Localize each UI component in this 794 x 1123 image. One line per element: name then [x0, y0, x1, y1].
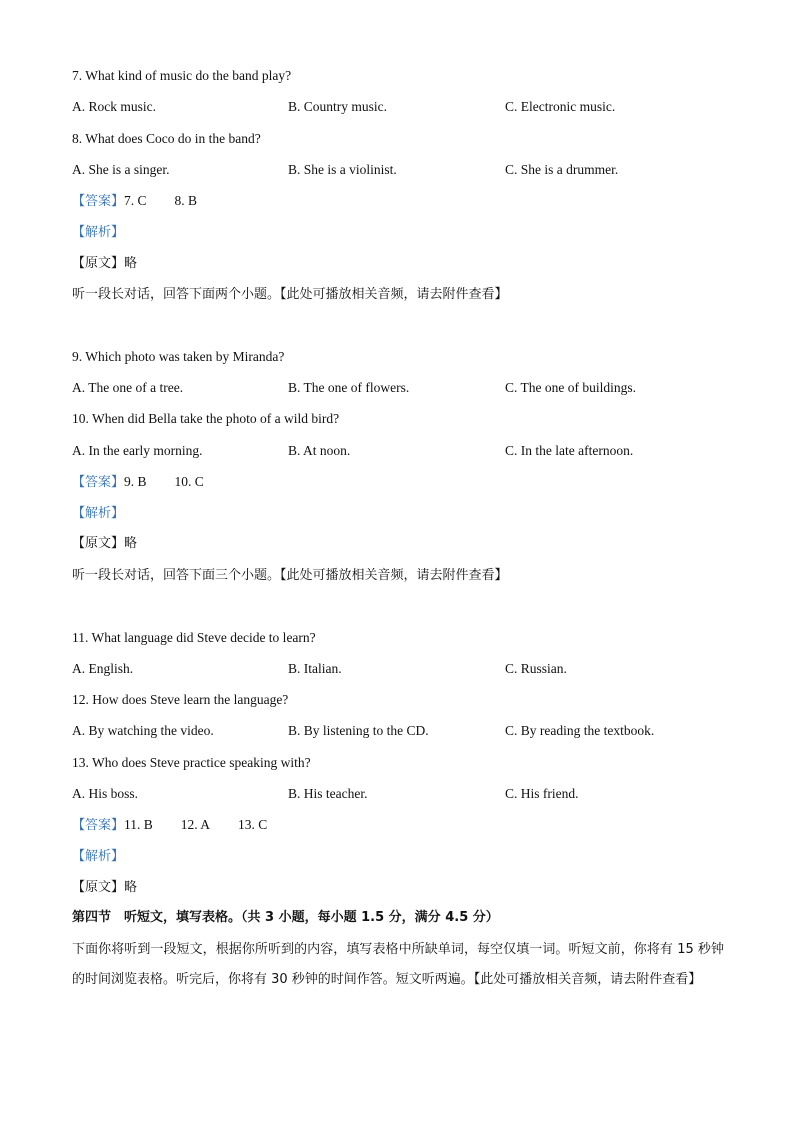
original-line-2 [72, 535, 137, 553]
q13-option-a: A. His boss. [72, 786, 139, 801]
q7-option-b: B. Country music. [288, 99, 388, 114]
original-tag: 【原文】 [72, 536, 125, 551]
instruction-1: 听一段长对话，回答下面两个小题。【此处可播放相关音频，请去附件查看】 [72, 287, 508, 302]
instruction-2: 听一段长对话，回答下面三个小题。【此处可播放相关音频，请去附件查看】 [72, 568, 508, 583]
answer-11: 11. B [124, 817, 153, 832]
section-4-heading: 第四节 听短文，填写表格。（共 3 小题，每小题 1.5 分，满分 4.5 分） [72, 910, 499, 925]
question-9: 9. Which photo was taken by Miranda? [72, 349, 285, 364]
analysis-tag: 【解析】 [72, 506, 125, 521]
question-10: 10. When did Bella take the photo of a wild bird? [72, 411, 340, 426]
q7-option-a: A. Rock music. [72, 99, 156, 114]
analysis-line-1 [72, 223, 124, 242]
q11-option-a: A. English. [72, 661, 134, 676]
question-8: 8. What does Coco do in the band? [72, 131, 261, 146]
q8-option-c: C. She is a drummer. [505, 162, 619, 177]
original-text: 略 [124, 256, 138, 271]
q9-option-b: B. The one of flowers. [288, 380, 410, 395]
answer-7: 7. C [124, 193, 147, 208]
q12-option-a: A. By watching the video. [72, 723, 214, 738]
question-11: 11. What language did Steve decide to learn? [72, 630, 316, 645]
q11-option-c: C. Russian. [505, 661, 567, 676]
q8-option-a: A. She is a singer. [72, 162, 170, 177]
q12-option-c: C. By reading the textbook. [505, 723, 655, 738]
answer-tag: 【答案】 [72, 194, 125, 209]
section-4-paragraph: 下面你将听到一段短文，根据你所听到的内容，填写表格中所缺单词，每空仅填一词。听短文前，你将有 15 秒钟的时间浏览表格。听完后，你将有 30 秒钟的时间作答。短文听两遍。【此处可播放相关音频，请去附件查看】 [72, 942, 724, 987]
q7-option-c: C. Electronic music. [505, 99, 616, 114]
q11-option-b: B. Italian. [288, 661, 342, 676]
answer-tag: 【答案】 [72, 818, 125, 833]
question-7: 7. What kind of music do the band play? [72, 68, 292, 83]
q10-option-c: C. In the late afternoon. [505, 443, 634, 458]
q9-option-a: A. The one of a tree. [72, 380, 184, 395]
q9-option-c: C. The one of buildings. [505, 380, 636, 395]
answer-12: 12. A [180, 817, 211, 832]
answer-10: 10. C [174, 474, 204, 489]
q13-option-b: B. His teacher. [288, 786, 368, 801]
q10-option-b: B. At noon. [288, 443, 351, 458]
question-13: 13. Who does Steve practice speaking with? [72, 755, 311, 770]
original-text: 略 [124, 536, 138, 551]
analysis-tag: 【解析】 [72, 849, 125, 864]
analysis-tag: 【解析】 [72, 225, 125, 240]
answer-line-2 [72, 473, 204, 492]
answer-13: 13. C [238, 817, 268, 832]
q8-option-b: B. She is a violinist. [288, 162, 397, 177]
original-line-3 [72, 879, 137, 897]
analysis-line-2 [72, 504, 124, 523]
q12-option-b: B. By listening to the CD. [288, 723, 429, 738]
original-tag: 【原文】 [72, 256, 125, 271]
analysis-line-3 [72, 847, 124, 866]
q10-option-a: A. In the early morning. [72, 443, 203, 458]
answer-line-3 [72, 816, 267, 835]
answer-line-1 [72, 192, 197, 211]
answer-8: 8. B [174, 193, 198, 208]
original-tag: 【原文】 [72, 880, 125, 895]
q13-option-c: C. His friend. [505, 786, 579, 801]
original-line-1 [72, 255, 137, 273]
question-12: 12. How does Steve learn the language? [72, 692, 289, 707]
answer-9: 9. B [124, 474, 147, 489]
answer-tag: 【答案】 [72, 475, 125, 490]
original-text: 略 [124, 880, 138, 895]
